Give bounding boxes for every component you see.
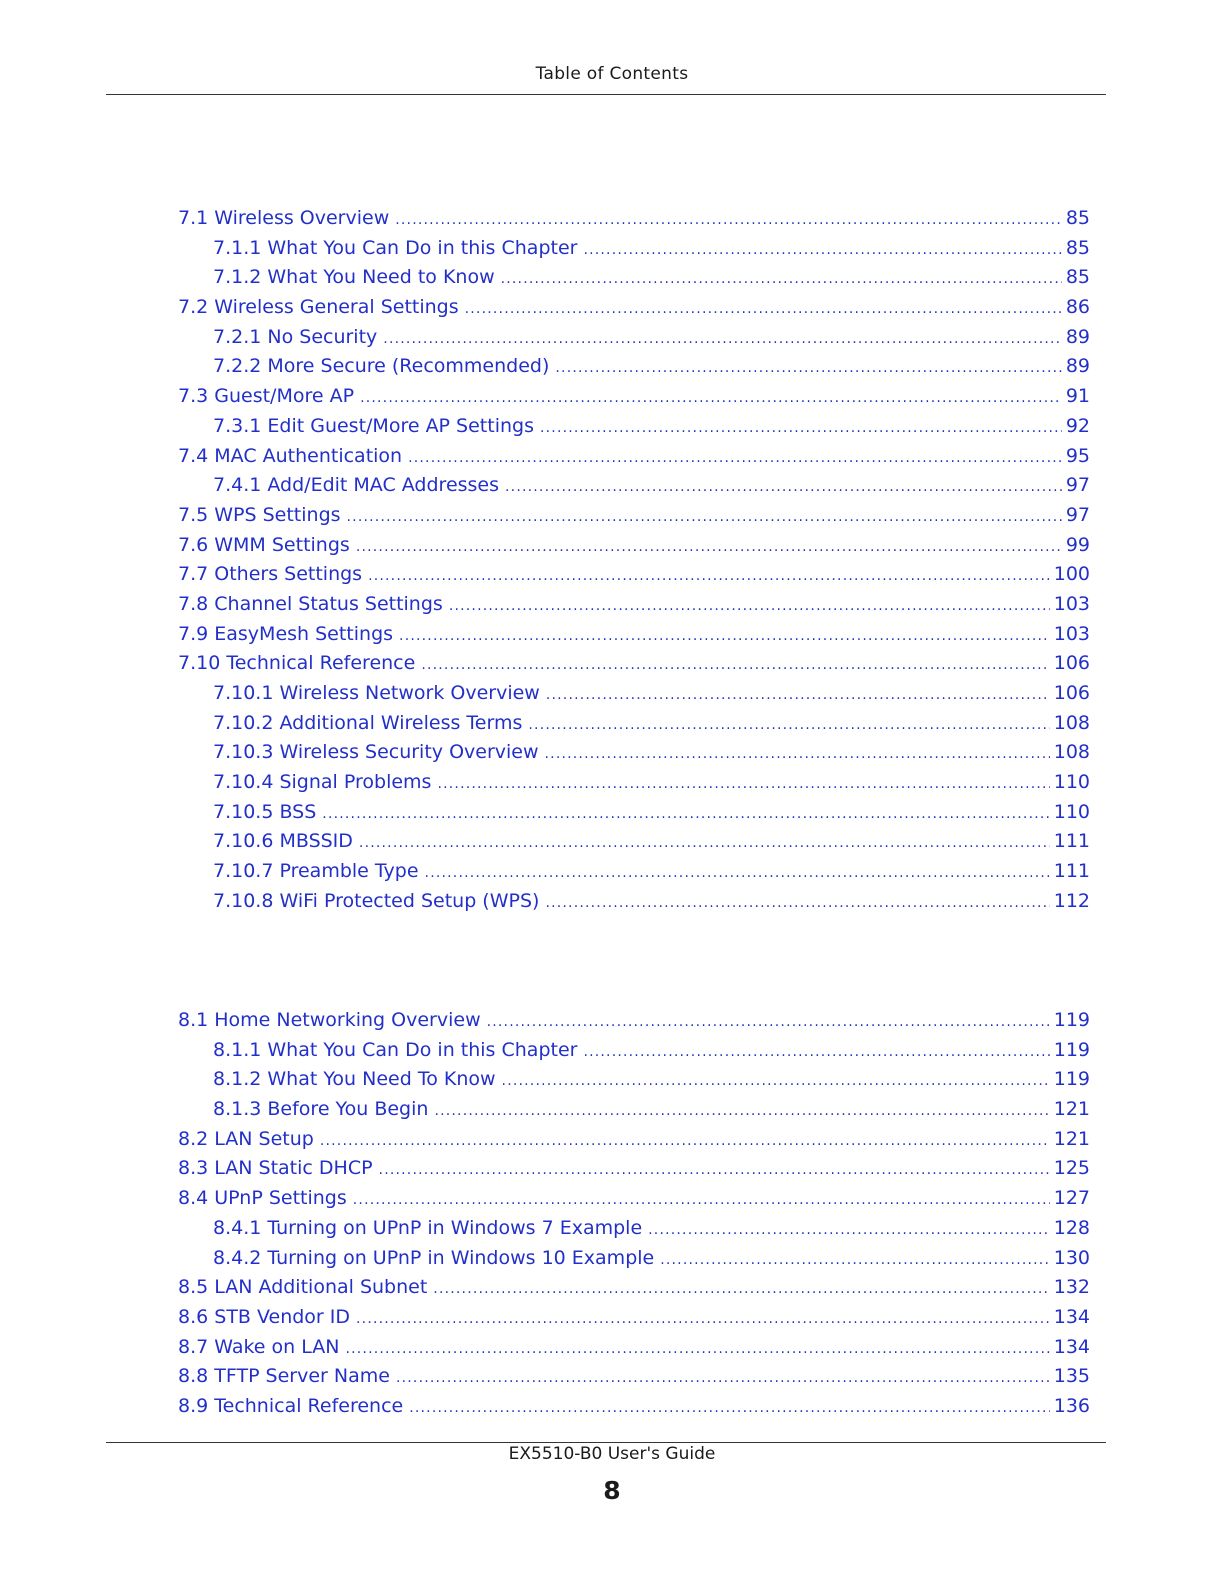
toc-entry-page-number: 91 [1065,385,1090,408]
toc-entry-title: 8.9 Technical Reference [178,1394,404,1417]
toc-entry-page-number: 106 [1053,652,1090,675]
toc-entry-link[interactable] [178,712,1090,742]
toc-entry-link[interactable] [178,1157,1090,1187]
toc-entry-title: 7.10.8 WiFi Protected Setup (WPS) [213,889,540,912]
toc-dot-leader [555,360,1061,376]
toc-entry-title: 7.9 EasyMesh Settings [178,622,394,645]
toc-dot-leader [399,628,1050,644]
toc-entry-title: 8.2 LAN Setup [178,1127,314,1150]
toc-entry-link[interactable] [178,1217,1090,1247]
toc-entry-title: 8.1.1 What You Can Do in this Chapter [213,1038,578,1061]
toc-entry-link[interactable] [178,890,1090,920]
toc-entry-title: 7.3.1 Edit Guest/More AP Settings [213,414,534,437]
toc-entry-title: 8.6 STB Vendor ID [178,1305,351,1328]
toc-dot-leader [356,1311,1050,1327]
toc-entry-page-number: 85 [1065,266,1090,289]
toc-entry-link[interactable] [178,296,1090,326]
toc-entry-title: 7.10.7 Preamble Type [213,860,419,883]
toc-dot-leader [528,717,1049,733]
toc-entry-link[interactable] [178,207,1090,237]
toc-entry-page-number: 135 [1053,1365,1090,1388]
toc-entry-page-number: 134 [1053,1335,1090,1358]
toc-entry-title: 7.10.3 Wireless Security Overview [213,741,539,764]
toc-entry-link[interactable] [178,1276,1090,1306]
toc-entry-link[interactable] [178,1247,1090,1277]
toc-entry-page-number: 128 [1053,1216,1090,1239]
toc-entry-link[interactable] [178,415,1090,445]
toc-entry-page-number: 103 [1053,622,1090,645]
toc-entry-link[interactable] [178,741,1090,771]
toc-entry-title: 8.8 TFTP Server Name [178,1365,390,1388]
toc-entry-link[interactable] [178,652,1090,682]
toc-dot-leader [395,212,1062,228]
toc-entry-title: 8.7 Wake on LAN [178,1335,340,1358]
page-header-title: Table of Contents [535,64,689,84]
toc-dot-leader [583,242,1061,258]
toc-entry-page-number: 85 [1065,236,1090,259]
toc-entry-page-number: 110 [1053,800,1090,823]
toc-dot-leader [648,1222,1050,1238]
toc-entry-link[interactable] [178,1187,1090,1217]
toc-entry-link[interactable] [178,682,1090,712]
toc-entry-title: 7.6 WMM Settings [178,533,350,556]
toc-entry-link[interactable] [178,445,1090,475]
toc-entry-page-number: 97 [1065,503,1090,526]
toc-dot-leader [465,301,1062,317]
toc-entry-link[interactable] [178,1395,1090,1425]
toc-dot-leader [502,1073,1050,1089]
toc-dot-leader [540,420,1062,436]
toc-entry-page-number: 130 [1053,1246,1090,1269]
toc-dot-leader [421,657,1049,673]
toc-dot-leader [583,1044,1049,1060]
toc-entry-title: 7.10 Technical Reference [178,652,416,675]
toc-entry-link[interactable] [178,385,1090,415]
toc-section-chapter-8 [178,1009,1090,1425]
toc-entry-page-number: 119 [1053,1038,1090,1061]
toc-entry-title: 7.2.1 No Security [213,325,378,348]
toc-dot-leader [425,865,1050,881]
toc-entry-link[interactable] [178,1098,1090,1128]
toc-entry-title: 7.10.1 Wireless Network Overview [213,682,540,704]
toc-entry-link[interactable] [178,266,1090,296]
toc-dot-leader [347,509,1062,525]
toc-dot-leader [360,390,1062,406]
toc-entry-title: 7.10.2 Additional Wireless Terms [213,711,523,734]
toc-entry-page-number: 86 [1065,296,1090,319]
toc-entry-link[interactable] [178,326,1090,356]
toc-dot-leader [320,1133,1050,1149]
toc-entry-title: 7.1 Wireless Overview [178,207,390,229]
toc-entry-link[interactable] [178,563,1090,593]
toc-dot-leader [437,776,1049,792]
toc-entry-title: 7.1.2 What You Need to Know [213,266,495,289]
toc-entry-page-number: 134 [1053,1305,1090,1328]
toc-entry-page-number: 106 [1053,682,1090,704]
toc-entry-page-number: 108 [1053,711,1090,734]
toc-entry-title: 7.2 Wireless General Settings [178,296,459,319]
toc-entry-link[interactable] [178,1068,1090,1098]
toc-entry-title: 7.10.5 BSS [213,800,317,823]
toc-entry-title: 8.1 Home Networking Overview [178,1009,481,1031]
toc-entry-link[interactable] [178,1039,1090,1069]
toc-entry-page-number: 89 [1065,355,1090,378]
toc-entry-link[interactable] [178,534,1090,564]
toc-dot-leader [359,835,1050,851]
toc-entry-link[interactable] [178,623,1090,653]
toc-dot-leader [322,806,1049,822]
toc-entry-page-number: 99 [1065,533,1090,556]
toc-entry-link[interactable] [178,1365,1090,1395]
toc-dot-leader [409,1400,1050,1416]
toc-dot-leader [379,1162,1050,1178]
toc-entry-link[interactable] [178,1009,1090,1039]
toc-entry-link[interactable] [178,1306,1090,1336]
toc-dot-leader [434,1103,1049,1119]
toc-entry-page-number: 103 [1053,592,1090,615]
toc-entry-page-number: 100 [1053,563,1090,586]
page-number: 8 [603,1476,621,1505]
toc-entry-link[interactable] [178,860,1090,890]
toc-dot-leader [546,687,1050,703]
toc-dot-leader [396,1370,1050,1386]
toc-dot-leader [408,450,1062,466]
toc-entry-page-number: 136 [1053,1394,1090,1417]
toc-entry-page-number: 111 [1053,860,1090,883]
toc-dot-leader [383,331,1062,347]
toc-entry-page-number: 97 [1065,474,1090,497]
toc-entry-title: 8.1.3 Before You Begin [213,1098,429,1121]
toc-entry-page-number: 119 [1053,1068,1090,1091]
toc-entry-page-number: 108 [1053,741,1090,764]
toc-entry-link[interactable] [178,474,1090,504]
toc-entry-link[interactable] [178,504,1090,534]
toc-entry-page-number: 95 [1065,444,1090,467]
toc-entry-title: 7.3 Guest/More AP [178,385,355,408]
toc-entry-page-number: 111 [1053,830,1090,853]
toc-entry-link[interactable] [178,1128,1090,1158]
toc-entry-title: 7.7 Others Settings [178,563,363,586]
toc-dot-leader [433,1281,1049,1297]
toc-dot-leader [660,1252,1050,1268]
toc-entry-title: 7.4.1 Add/Edit MAC Addresses [213,474,500,497]
toc-dot-leader [545,746,1050,762]
toc-dot-leader [356,539,1062,555]
toc-entry-title: 8.4 UPnP Settings [178,1187,347,1210]
toc-entry-title: 7.10.6 MBSSID [213,830,353,853]
toc-entry-title: 8.4.2 Turning on UPnP in Windows 10 Example [213,1246,655,1269]
toc-entry-title: 7.1.1 What You Can Do in this Chapter [213,236,578,259]
footer-guide-title: EX5510-B0 User's Guide [508,1444,716,1464]
toc-entry-page-number: 121 [1053,1098,1090,1121]
toc-entry-title: 8.5 LAN Additional Subnet [178,1276,428,1299]
footer-divider [106,1442,1106,1443]
toc-entry-page-number: 112 [1053,889,1090,912]
toc-entry-title: 7.8 Channel Status Settings [178,592,443,615]
toc-entry-title: 8.4.1 Turning on UPnP in Windows 7 Example [213,1216,643,1239]
toc-dot-leader [487,1014,1050,1030]
toc-entry-link[interactable] [178,830,1090,860]
toc-entry-page-number: 119 [1053,1009,1090,1031]
toc-entry-page-number: 121 [1053,1127,1090,1150]
toc-entry-title: 7.5 WPS Settings [178,503,341,526]
toc-entry-title: 7.4 MAC Authentication [178,444,403,467]
toc-dot-leader [353,1192,1050,1208]
toc-section-chapter-7 [178,207,1090,920]
toc-entry-page-number: 132 [1053,1276,1090,1299]
toc-entry-page-number: 110 [1053,771,1090,794]
toc-entry-page-number: 125 [1053,1157,1090,1180]
toc-entry-title: 7.10.4 Signal Problems [213,771,432,794]
toc-dot-leader [345,1341,1049,1357]
toc-entry-link[interactable] [178,1336,1090,1366]
toc-entry-link[interactable] [178,355,1090,385]
toc-entry-title: 8.3 LAN Static DHCP [178,1157,373,1180]
toc-entry-link[interactable] [178,593,1090,623]
toc-entry-link[interactable] [178,237,1090,267]
header-divider [106,94,1106,95]
toc-dot-leader [501,271,1062,287]
toc-dot-leader [368,568,1050,584]
toc-dot-leader [505,479,1062,495]
toc-dot-leader [545,895,1049,911]
toc-entry-title: 8.1.2 What You Need To Know [213,1068,496,1091]
toc-entry-page-number: 92 [1065,414,1090,437]
toc-entry-link[interactable] [178,771,1090,801]
toc-entry-link[interactable] [178,801,1090,831]
toc-entry-page-number: 127 [1053,1187,1090,1210]
toc-entry-title: 7.2.2 More Secure (Recommended) [213,355,550,378]
toc-dot-leader [449,598,1050,614]
toc-entry-page-number: 85 [1065,207,1090,229]
toc-entry-page-number: 89 [1065,325,1090,348]
